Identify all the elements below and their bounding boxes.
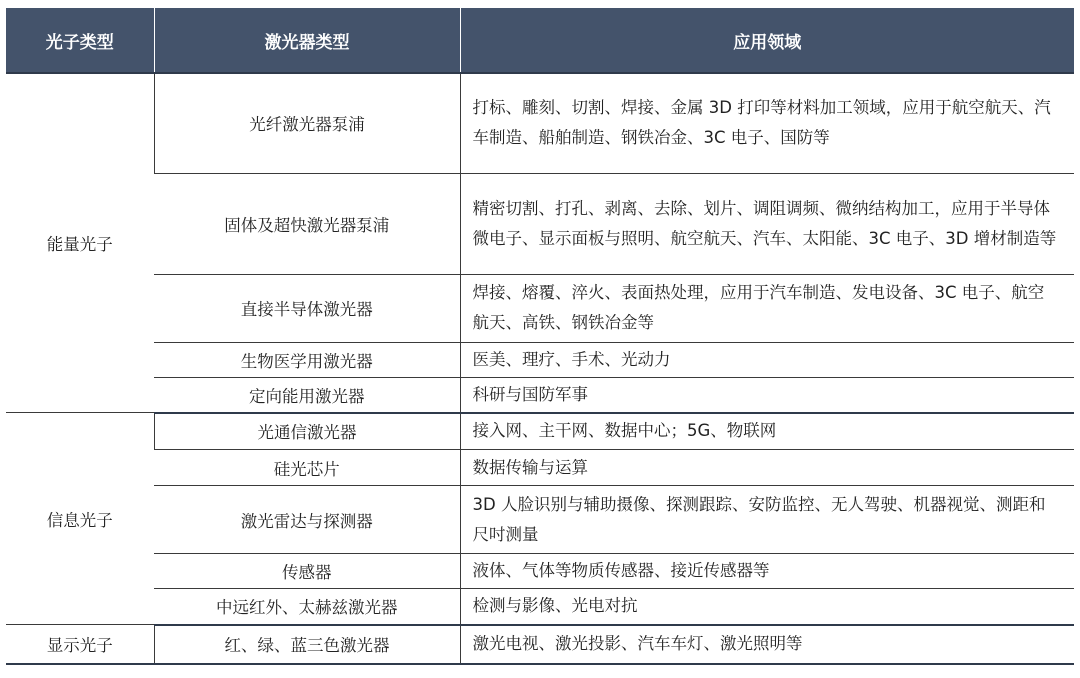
application-cell: 接入网、主干网、数据中心；5G、物联网 bbox=[460, 413, 1074, 450]
table-row bbox=[6, 625, 1074, 664]
application-cell: 医美、理疗、手术、光动力 bbox=[460, 342, 1074, 377]
application-cell: 焊接、熔覆、淬火、表面热处理，应用于汽车制造、发电设备、3C 电子、航空航天、高铁、钢铁冶金等 bbox=[460, 274, 1074, 342]
laser-type-cell: 直接半导体激光器 bbox=[154, 274, 460, 342]
laser-type-cell: 固体及超快激光器泵浦 bbox=[154, 173, 460, 274]
table-header-row bbox=[6, 8, 1074, 73]
table-row bbox=[6, 554, 1074, 589]
application-cell: 激光电视、激光投影、汽车车灯、激光照明等 bbox=[460, 625, 1074, 664]
category-cell: 显示光子 bbox=[6, 625, 154, 664]
header-photon-type: 光子类型 bbox=[6, 8, 154, 73]
header-application: 应用领域 bbox=[460, 8, 1074, 73]
laser-type-cell: 红、绿、蓝三色激光器 bbox=[154, 625, 460, 664]
application-cell: 打标、雕刻、切割、焊接、金属 3D 打印等材料加工领域，应用于航空航天、汽车制造、船舶制造、钢铁冶金、3C 电子、国防等 bbox=[460, 73, 1074, 173]
table-row bbox=[6, 377, 1074, 413]
table-row bbox=[6, 342, 1074, 377]
table-row bbox=[6, 589, 1074, 625]
category-cell: 能量光子 bbox=[6, 73, 154, 413]
table-row bbox=[6, 450, 1074, 486]
laser-type-cell: 定向能用激光器 bbox=[154, 377, 460, 413]
laser-type-cell: 光纤激光器泵浦 bbox=[154, 73, 460, 173]
laser-type-cell: 光通信激光器 bbox=[154, 413, 460, 450]
application-cell: 检测与影像、光电对抗 bbox=[460, 589, 1074, 625]
application-cell: 数据传输与运算 bbox=[460, 450, 1074, 486]
table-row bbox=[6, 73, 1074, 173]
application-cell: 科研与国防军事 bbox=[460, 377, 1074, 413]
laser-application-table bbox=[6, 8, 1074, 665]
caption-partial bbox=[0, 0, 1080, 8]
laser-type-cell: 硅光芯片 bbox=[154, 450, 460, 486]
application-cell: 液体、气体等物质传感器、接近传感器等 bbox=[460, 554, 1074, 589]
header-laser-type: 激光器类型 bbox=[154, 8, 460, 73]
category-cell: 信息光子 bbox=[6, 413, 154, 625]
application-cell: 3D 人脸识别与辅助摄像、探测跟踪、安防监控、无人驾驶、机器视觉、测距和尺吋测量 bbox=[460, 486, 1074, 554]
application-cell: 精密切割、打孔、剥离、去除、划片、调阻调频、微纳结构加工，应用于半导体微电子、显示面板与照明、航空航天、汽车、太阳能、3C 电子、3D 增材制造等 bbox=[460, 173, 1074, 274]
table-row bbox=[6, 413, 1074, 450]
laser-type-cell: 生物医学用激光器 bbox=[154, 342, 460, 377]
laser-type-cell: 传感器 bbox=[154, 554, 460, 589]
laser-type-cell: 中远红外、太赫兹激光器 bbox=[154, 589, 460, 625]
table-row bbox=[6, 173, 1074, 274]
table-row bbox=[6, 486, 1074, 554]
table-row bbox=[6, 274, 1074, 342]
laser-type-cell: 激光雷达与探测器 bbox=[154, 486, 460, 554]
